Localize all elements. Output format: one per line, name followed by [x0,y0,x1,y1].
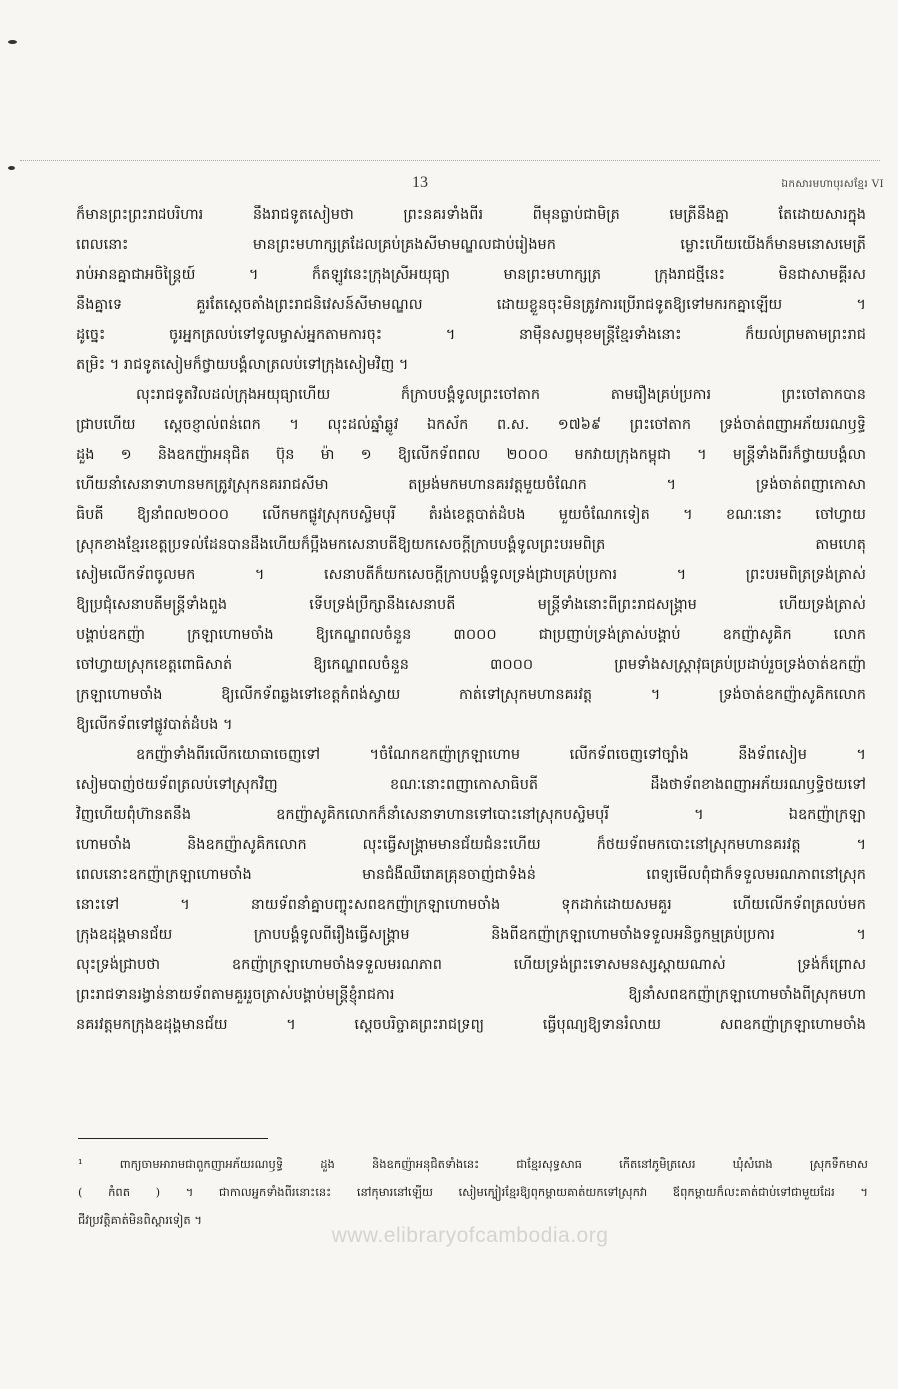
text-line: ធិបតី ឱ្យនាំពល២០០០ លើកមកផ្លូវស្រុកបស្ចិមបុរី តំរង់ខេត្តបាត់ដំបង មួយចំណែកទៀត ។ ខណៈនោះ ចៅហ្វាយ [76,507,866,523]
text-line: នឹងគ្នាទេ គួរតែស្តេចតាំងព្រះរាជនិវេសន៍សីមាមណ្ឌល ដោយខ្លួនចុះមិនត្រូវការប្រើរាជទូតឱ្យទៅមករកគ្នាឡើយ ។ [76,297,866,313]
text-line: ចៅហ្វាយស្រុកខេត្តពោធិសាត់ ឱ្យកេណ្ឌពលចំនួន ៣០០០ ព្រមទាំងសស្ត្រាវុធគ្រប់ប្រដាប់រួចទ្រង់ចាត់ឧកញ៉ា [76,657,866,673]
text-line: ដួង ១ និងឧកញ៉ាអនុជិត ប៊ុន ម៉ា ១ ឱ្យលើកទ័ពពល ២០០០ មកវាយក្រុងកម្ពុជា ។ មន្ត្រីទាំងពីរក៏ថ្វាយបង្គំលា [76,447,866,463]
scan-speck [8,40,17,44]
text-line: ហោមចាំង និងឧកញ៉ាសូគិកលោក លុះធ្វើសង្គ្រាមមានជ័យជំនះហើយ ក៏ថយទ័ពមកបោះនៅស្រុកមហានគរវត្ត ។ [76,837,866,853]
text-line: ស្រុកខាងខ្មែរខេត្តប្រទល់ដែនបានដឹងហើយក៏ប្អឹងមកសេនាបតីឱ្យយកសេចក្តីក្រាបបង្គំទូលព្រះបរមពិត្រ តាមហេតុ [76,537,866,553]
footnote-line: ( កំពត ) ។ ជាកាលអ្នកទាំងពីរនោះនេះ នៅកុមារនៅឡើយ សៀមក្បៀរខ្មែរឱ្យពុកម្តាយគាត់យកទៅស្រុកវា ឪពុកម្តាយក៏លះគាត់ជាប់ទៅជាមួយដែរ ។ [78,1185,868,1199]
footnote-line: ជីវប្រវត្តិគាត់មិនពិស្តារទៀត ។ [78,1213,202,1227]
header-rule [20,160,880,161]
text-line: ពេលនោះឧកញ៉ាក្រឡាហោមចាំង មានជំងឺឈឺរោគគ្រុនចាញ់ជាទំងន់ ពេទ្យមើលពុំជាក៏ទទួលមរណភាពនៅស្រុក [76,867,866,883]
text-line: ហើយនាំសេនាទាហានមកត្រូវស្រុកនគររាជសីមា តម្រង់មកមហានគរវត្តមួយចំណែក ។ ទ្រង់ចាត់ពញាកោសា [76,477,866,493]
text-line: នគរវត្តមកក្រុងឧដុង្គមានជ័យ ។ ស្តេចបរិច្ចាគព្រះរាជទ្រព្យ ធ្វើបុណ្យឱ្យទានរំលាយ សពឧកញ៉ាក្រឡាហោមចាំង [76,1017,866,1033]
text-line: ឧកញ៉ាទាំងពីរលើកយោធាចេញទៅ ។ចំណែកឧកញ៉ាក្រឡាហោម លើកទ័ពចេញទៅច្បាំង នឹងទ័ពសៀម ។ [136,747,866,763]
page-number: 13 [412,174,428,191]
footnotes [78,1150,868,1234]
text-line: សៀមបាញ់ថយទ័ពត្រលប់ទៅស្រុកវិញ ខណៈនោះពញាកោសាធិបតី ដឹងថាទ័ពខាងពញាអភ័យរណឫទ្ធិថយទៅ [76,777,866,793]
scan-speck [8,166,15,170]
text-line: លុះរាជទូតវិលដល់ក្រុងអយុធ្យាហើយ ក៏ក្រាបបង្គំទូលព្រះចៅតាក តាមរឿងគ្រប់ប្រការ ព្រះចៅតាកបាន [136,387,866,403]
text-line: ក្រឡាហោមចាំង ឱ្យលើកទ័ពឆ្លងទៅខេត្តកំពង់ស្វាយ កាត់ទៅស្រុកមហានគរវត្ត ។ ទ្រង់ចាត់ឧកញ៉ាសូគិកលោក [76,687,866,703]
text-line: ជ្រាបហើយ ស្តេចខ្ញាល់ពន់ពេក ។ លុះដល់ឆ្នាំឆ្លូវ ឯកស័ក ព.ស. ១៧៦៩ ព្រះចៅតាក ទ្រង់ចាត់ពញាអភ័យរណឫទ្ធិ [76,417,866,433]
body-text [76,200,866,1040]
text-line: ព្រះរាជទានរង្វាន់នាយទ័ពតាមគួររួចត្រាស់បង្គាប់មន្ត្រីខ្ញុំរាជការ ឱ្យនាំសពឧកញ៉ាក្រឡាហោមចាំងពីស្រុកមហា [76,987,866,1003]
text-line: ដូច្នេះ ចូរអ្នកត្រលប់ទៅទូលម្ចាស់អ្នកតាមការចុះ ។ នាម៉ឺនសព្វមុខមន្ត្រីខ្មែរទាំងនោះ ក៏យល់ព្រមតាមព្រះរាជ [76,327,866,343]
paragraph [76,740,866,1040]
text-line: វិញហើយពុំហ៊ានតនឹង ឧកញ៉ាសូគិកលោកក៏នាំសេនាទាហានទៅបោះនៅស្រុកបស្ចិមបុរី ។ ឯឧកញ៉ាក្រឡា [76,807,866,823]
text-line: ពេលនោះ មានព្រះមហាក្សត្រដែលគ្រប់គ្រងសីមាមណ្ឌលជាប់រៀងមក ម្លោះហើយយើងក៏មានមនោសមេត្រី [76,237,866,253]
text-line: នោះទៅ ។ នាយទ័ពនាំគ្នាបញ្ចុះសពឧកញ៉ាក្រឡាហោមចាំង ទុកដាក់ដោយសមគួរ ហើយលើកទ័ពត្រលប់មក [76,897,866,913]
text-line: រាប់អានគ្នាជាអចិន្ត្រៃយ៍ ។ ក៏តឡូវនេះក្រុងស្រីអយុធ្យា មានព្រះមហាក្សត្រ ក្រុងរាជថ្មីនេះ មិនជាសាមគ្គីរស [76,267,866,283]
paragraph [76,380,866,740]
text-line: បង្គាប់ឧកញ៉ា ក្រឡាហោមចាំង ឱ្យកេណ្ឌពលចំនួន ៣០០០ ជាប្រញាប់ទ្រង់ត្រាស់បង្គាប់ ឧកញ៉ាសូគិក លោក [76,627,866,643]
footnote-line: ¹ ពាក្យចាមអារាមជាពួកញាអភ័យរណឫទ្ធិ ដួង និងឧកញ៉ាអនុជិតទាំងនេះ ជាខ្មែរសុទ្ធសាធ កើតនៅភូមិត្រសេរ ឃុំសំរោង ស្រុកទឹកមាស [78,1157,868,1171]
text-line: ក្រុងឧដុង្គមានជ័យ ក្រាបបង្គំទូលពីរឿងធ្វើសង្គ្រាម និងពីឧកញ៉ាក្រឡាហោមចាំងទទួលអនិច្ចកម្មគ្រប់ប្រការ ។ [76,927,866,943]
text-line: ក៏មានព្រះព្រះរាជបរិហារ នឹងរាជទូតសៀមថា ព្រះនគរទាំងពីរ ពីមុនធ្លាប់ជាមិត្រ មេត្រីនឹងគ្នា តែដោយសារក្នុង [76,207,866,223]
text-line: សៀមលើកទ័ពចូលមក ។ សេនាបតីក៏យកសេចក្តីក្រាបបង្គំទូលទ្រង់ជ្រាបគ្រប់ប្រការ ។ ព្រះបរមពិត្រទ្រង់ត្រាស់ [76,567,866,583]
text-line: លុះទ្រង់ជ្រាបថា ឧកញ៉ាក្រឡាហោមចាំងទទួលមរណភាព ហើយទ្រង់ព្រះទោសមនស្សស្តាយណាស់ ទ្រង់ក៏ព្រោស [76,957,866,973]
text-line: ឱ្យប្រជុំសេនាបតីមន្ត្រីទាំងពួង ទើបទ្រង់ប្រឹក្សានឹងសេនាបតី មន្ត្រីទាំងនោះពីព្រះរាជសង្គ្រាម ហើយទ្រង់ត្រាស់ [76,597,866,613]
running-head: ឯកសារមហាបុរសខ្មែរ VI [781,178,884,190]
footnote-rule [78,1138,268,1139]
text-line: ឱ្យលើកទ័ពទៅផ្លូវបាត់ដំបង ។ [76,717,233,733]
paragraph [76,200,866,380]
text-line: តម្រិះ ។ រាជទូតសៀមក៏ថ្វាយបង្គំលាត្រលប់ទៅក្រុងសៀមវិញ ។ [76,357,409,373]
watermark: www.elibraryofcambodia.org [331,1224,609,1247]
